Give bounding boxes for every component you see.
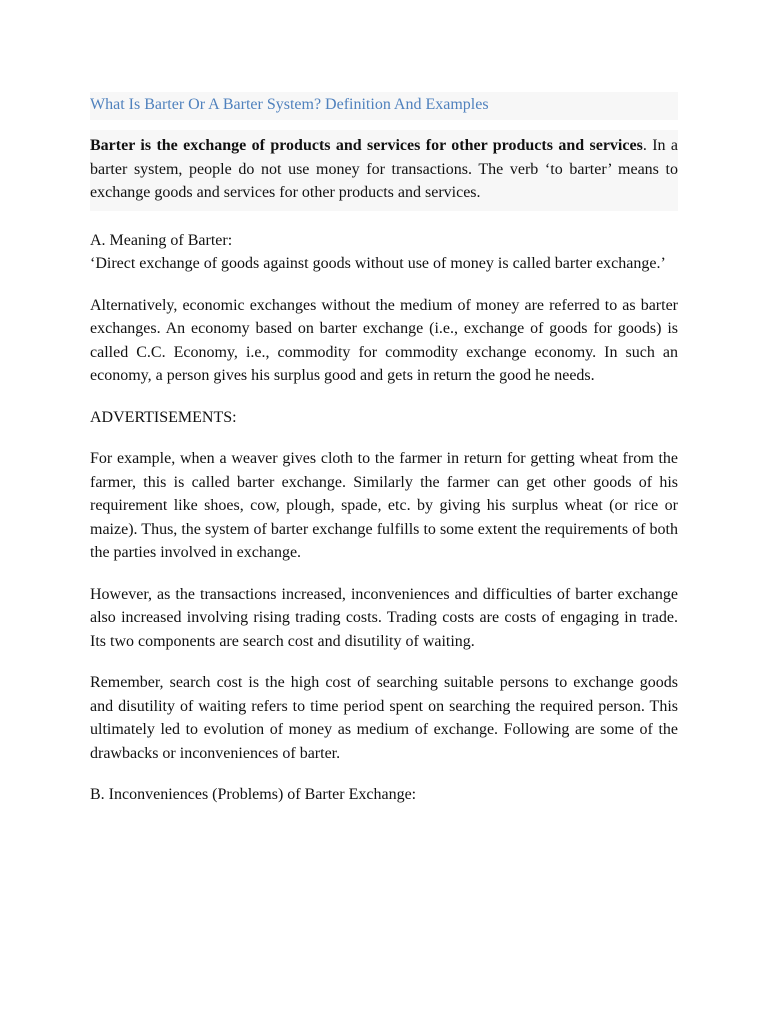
intro-rest: . In a barter system, people do not use money for transactions. The verb ‘to barter’ means to exchange goods and services for other products and services. (90, 137, 678, 201)
paragraph-remember: Remember, search cost is the high cost of searching suitable persons to exchange goods and disutility of waiting refers to time period spent on searching the required person. This ultimately led to evolution of money as medium of exchange. Following are some of the drawbacks or inconveniences of barter. (90, 674, 678, 762)
advertisements-label: ADVERTISEMENTS: (90, 408, 237, 426)
intro-bold-definition: Barter is the exchange of products and services for other products and services (90, 137, 643, 154)
intro-band (90, 130, 678, 211)
document-page (90, 92, 678, 825)
meaning-section (90, 229, 678, 276)
paragraph-alternatively: Alternatively, economic exchanges without the medium of money are referred to as barter exchanges. An economy based on barter exchange (i.e., exchange of goods for goods) is called C.C. Economy, i.e., commodity for commodity exchange economy. In such an economy, a person gives his surplus good and gets in return the good he needs. (90, 296, 678, 384)
paragraph-example: For example, when a weaver gives cloth to the farmer in return for getting wheat from the farmer, this is called barter exchange. Similarly the farmer can get other goods of his requirement like shoes, cow, plough, spade, etc. by giving his surplus wheat (or rice or maize). Thus, the system of barter exchange fulfills to some extent the requirements of both the parties involved in exchange. (90, 450, 678, 561)
intro-paragraph (90, 134, 678, 205)
meaning-heading: A. Meaning of Barter: (90, 231, 233, 249)
paragraph-however: However, as the transactions increased, inconveniences and difficulties of barter exchange also increased involving rising trading costs. Trading costs are costs of engaging in trade. Its two components are search cost and disutility of waiting. (90, 585, 678, 650)
document-title: What Is Barter Or A Barter System? Definition And Examples (90, 96, 489, 113)
meaning-quote: ‘Direct exchange of goods against goods without use of money is called barter exchange.’ (90, 255, 666, 272)
inconveniences-heading: B. Inconveniences (Problems) of Barter Exchange: (90, 786, 417, 803)
title-band (90, 92, 678, 120)
